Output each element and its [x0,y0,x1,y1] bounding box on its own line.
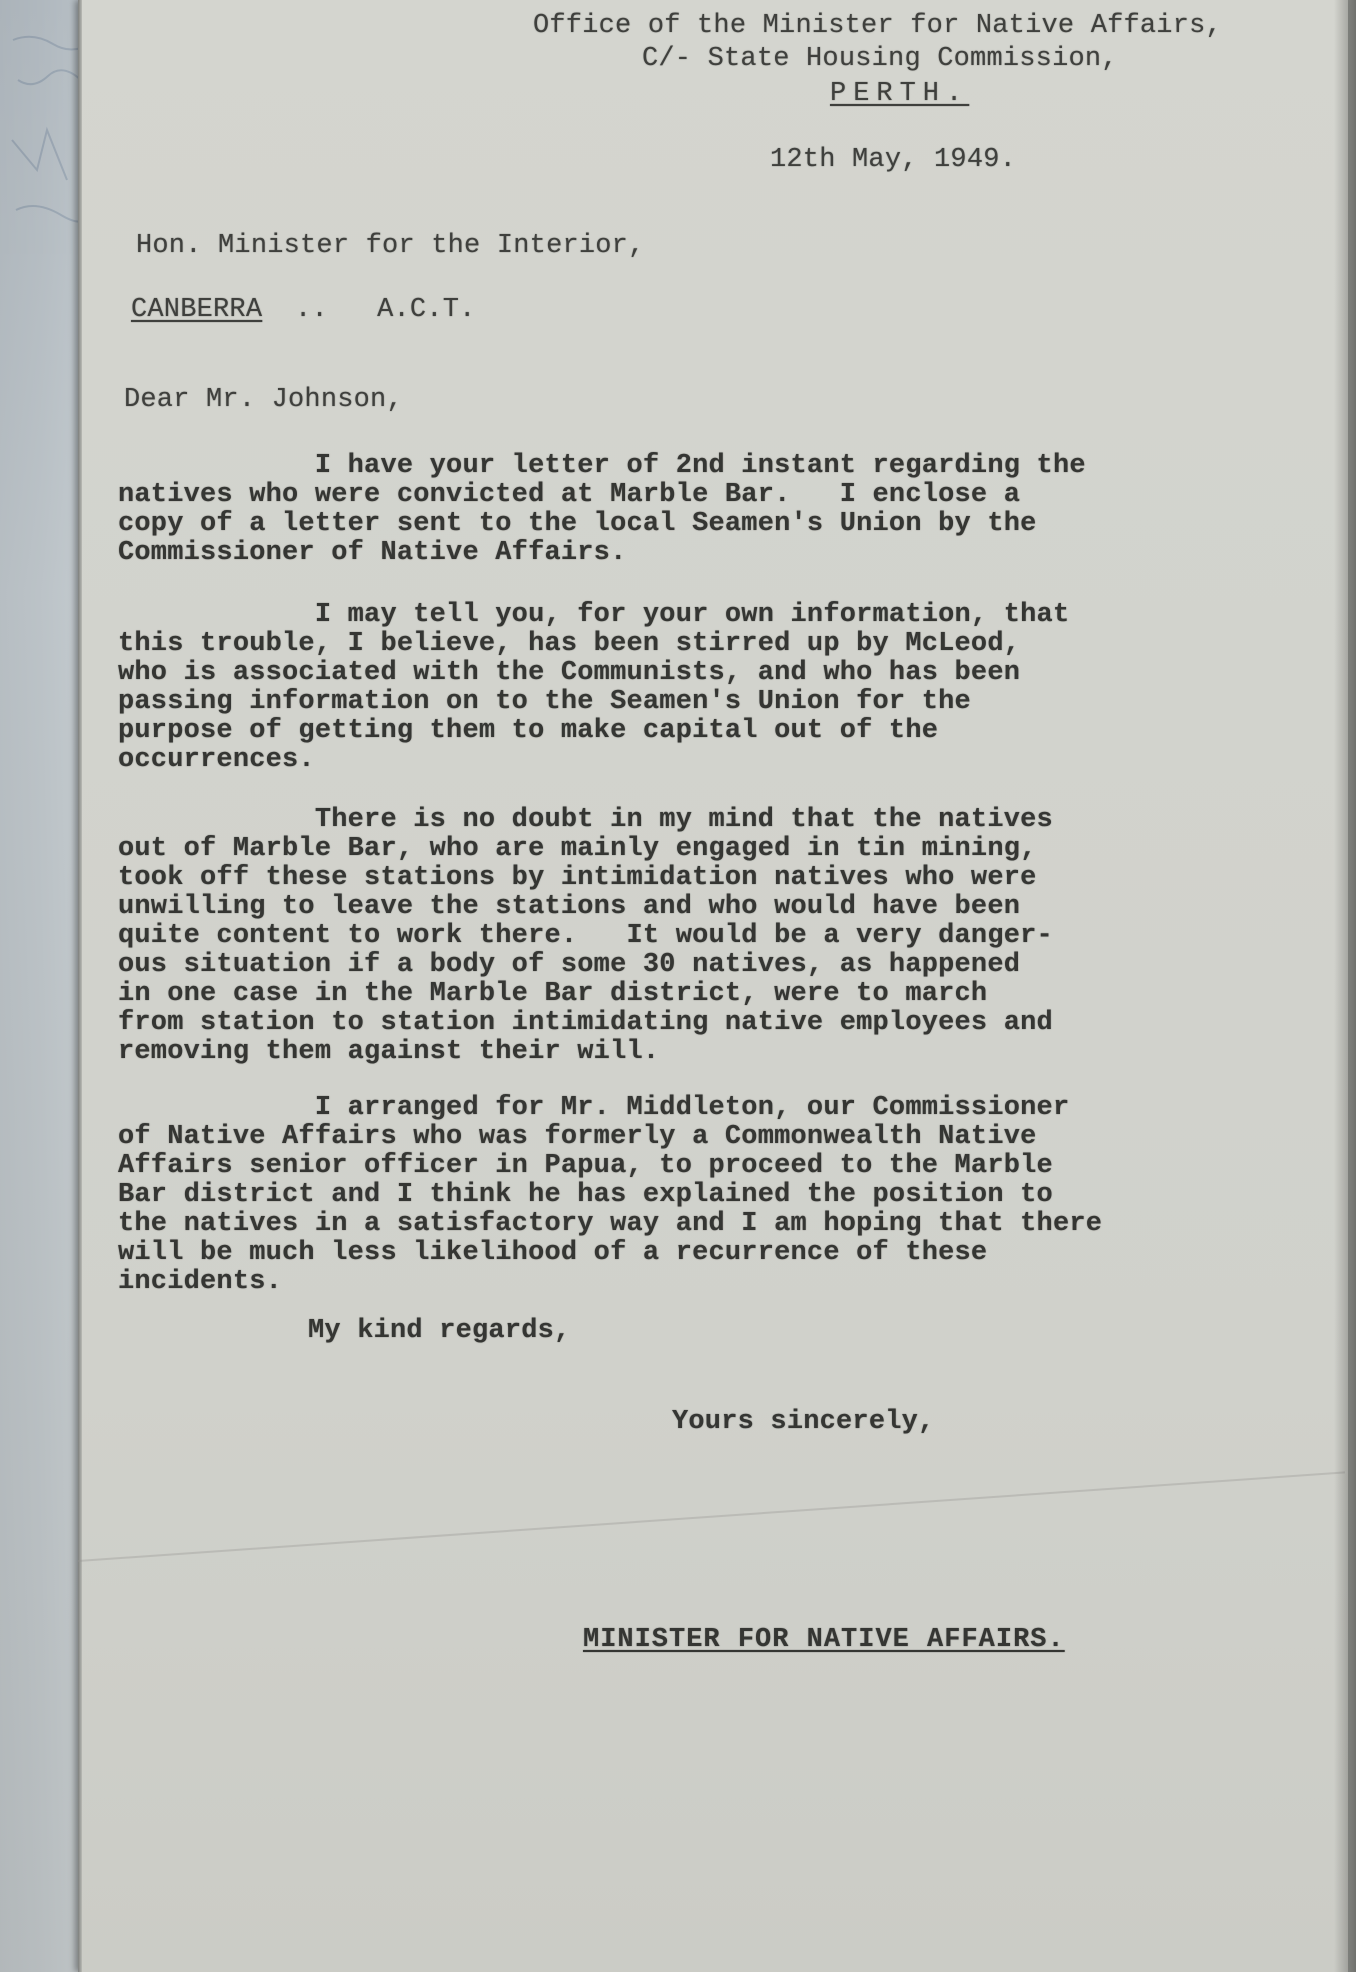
paragraph-line: Commissioner of Native Affairs. [118,538,627,568]
paragraph-line: will be much less likelihood of a recurrence of these [118,1238,988,1268]
paragraph-line: who is associated with the Communists, and who has been [118,658,1021,688]
paragraph-line: copy of a letter sent to the local Seamen's Union by the [118,509,1037,539]
recipient-territory: A.C.T. [377,295,476,325]
paragraph-line: took off these stations by intimidation natives who were [118,863,1037,893]
paragraph-line: incidents. [118,1267,283,1297]
paragraph-line: out of Marble Bar, who are mainly engaged in tin mining, [118,834,1037,864]
paragraph-3 [118,806,1053,1067]
paragraph-line: Affairs senior officer in Papua, to proceed to the Marble [118,1151,1053,1181]
edge-shadow [1334,0,1356,1972]
recipient-title: Hon. Minister for the Interior, [136,231,645,261]
paragraph-line: this trouble, I believe, has been stirred up by McLeod, [118,629,1021,659]
paragraph-line: I arranged for Mr. Middleton, our Commissioner [118,1093,1070,1123]
paragraph-line: unwilling to leave the stations and who would have been [118,892,1021,922]
paragraph-line: Bar district and I think he has explained the position to [118,1180,1053,1210]
salutation: Dear Mr. Johnson, [124,385,403,415]
paragraph-2 [118,601,1069,775]
letter-date: 12th May, 1949. [770,145,1017,175]
paragraph-line: natives who were convicted at Marble Bar. I enclose a [118,480,1021,510]
signature-title: MINISTER FOR NATIVE AFFAIRS. [583,1625,1065,1655]
paragraph-line: removing them against their will. [118,1037,660,1067]
paragraph-line: in one case in the Marble Bar district, were to march [118,979,988,1009]
recipient-separator: .. [295,295,328,325]
sign-off: Yours sincerely, [672,1407,935,1437]
paragraph-line: of Native Affairs who was formerly a Commonwealth Native [118,1122,1037,1152]
paragraph-line: occurrences. [118,745,315,775]
paragraph-line: I may tell you, for your own information, that [118,600,1070,630]
paragraph-line: ous situation if a body of some 30 natives, as happened [118,950,1021,980]
paragraph-4 [118,1094,1102,1297]
sheet-edge [78,0,82,1972]
recipient-city: CANBERRA [131,295,263,325]
paragraph-line: passing information on to the Seamen's Union for the [118,687,971,717]
paragraph-line: I have your letter of 2nd instant regarding the [118,451,1086,481]
closing-regards: My kind regards, [308,1316,571,1346]
letterhead-city: PERTH. [830,79,970,109]
letterhead-line-1: Office of the Minister for Native Affairs, [533,11,1222,41]
paragraph-line: quite content to work there. It would be a very danger- [118,921,1053,951]
paragraph-line: There is no doubt in my mind that the natives [118,805,1053,835]
paragraph-line: from station to station intimidating native employees and [118,1008,1053,1038]
paragraph-1 [118,452,1086,568]
paragraph-line: the natives in a satisfactory way and I am hoping that there [118,1209,1103,1239]
letterhead-line-2: C/- State Housing Commission, [642,44,1118,74]
recipient-location [131,296,476,325]
paragraph-line: purpose of getting them to make capital out of the [118,716,939,746]
